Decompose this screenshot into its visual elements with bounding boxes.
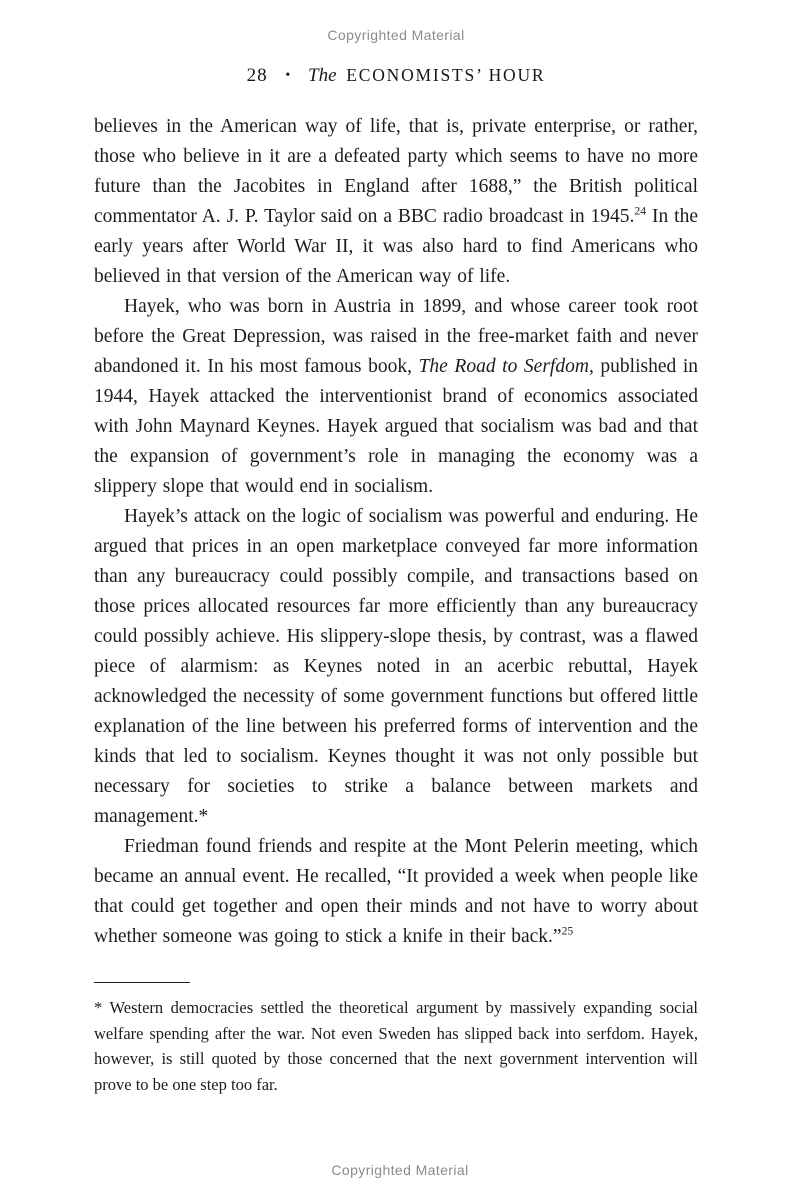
footnote-divider xyxy=(94,982,190,983)
book-title-the: The xyxy=(308,65,337,86)
header-separator-bullet: • xyxy=(285,68,291,83)
body-paragraph: Hayek’s attack on the logic of socialism was powerful and enduring. He argued that prices in an open marketplace conveyed far more information than any bureaucracy could possibly compile, and transactions based on those prices allocated resources far more efficiently than any bureaucracy could possibly achieve. His slippery-slope thesis, by contrast, was a flawed piece of alarmism: as Keynes noted in an acerbic rebuttal, Hayek acknowledged the necessity of some government functions but offered little explanation of the line between his preferred forms of intervention and the kinds that led to socialism. Keynes thought it was not only possible but necessary for societies to strike a balance between markets and management.* xyxy=(94,506,698,827)
copyright-notice-top: Copyrighted Material xyxy=(327,27,465,43)
footnote-text: * Western democracies settled the theoretical argument by massively expanding social welfare spending after the war. Not even Sweden has slipped back into serfdom. Hayek, however, is still quoted by those concerned that the next government intervention will prove to be one step too far. xyxy=(94,998,698,1094)
book-title: ECONOMISTS’ HOUR xyxy=(346,65,546,85)
body-paragraph: believes in the American way of life, that is, private enterprise, or rather, those who believe in it are a defeated party which seems to have no more future than the Jacobites in England after 1688,” the British political commentator A. J. P. Taylor said on a BBC radio broadcast in 1945.24 In the early years after World War II, it was also hard to find Americans who believed in that version of the American way of life. xyxy=(94,116,698,287)
page-number: 28 xyxy=(246,65,268,86)
running-header xyxy=(94,65,698,87)
copyright-notice-bottom: Copyrighted Material xyxy=(331,1162,469,1178)
body-paragraph: Hayek, who was born in Austria in 1899, and whose career took root before the Great Depression, was raised in the free-market faith and never abandoned it. In his most famous book, The Road to Serfdom, published in 1944, Hayek attacked the interventionist brand of economics associated with John Maynard Keynes. Hayek argued that socialism was bad and that the expansion of government’s role in managing the economy was a slippery slope that would end in socialism. xyxy=(94,296,699,497)
footnote-section xyxy=(94,982,698,1097)
body-paragraph: Friedman found friends and respite at the Mont Pelerin meeting, which became an annual event. He recalled, “It provided a week when people like that could get together and open their minds and not have to worry about whether someone was going to stick a knife in their back.”$^{25}$ xyxy=(94,836,698,947)
page-body xyxy=(94,112,698,952)
